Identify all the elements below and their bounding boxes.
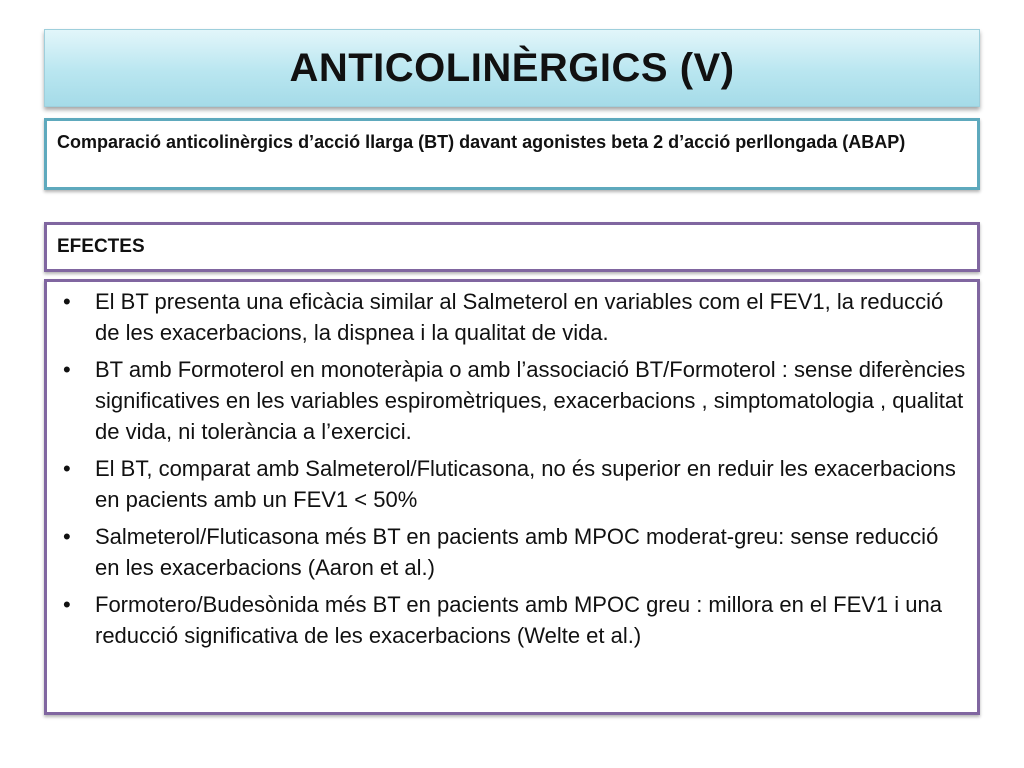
bullet-dot-icon: • bbox=[63, 289, 71, 314]
bullet-dot-icon: • bbox=[63, 357, 71, 382]
bullet-text: BT amb Formoterol en monoteràpia o amb l’associació BT/Formoterol : sense diferències significatives en les variables espiromètriques, exacerbacions , simptomatologia , qualitat de vida, ni tolerància a l’exercici. bbox=[95, 357, 966, 444]
bullet-item bbox=[57, 453, 967, 515]
bullet-dot-icon: • bbox=[63, 592, 71, 617]
slide-title: ANTICOLINÈRGICS (V) bbox=[289, 45, 735, 90]
subtitle-box bbox=[44, 118, 980, 190]
bullet-item bbox=[57, 521, 967, 583]
bullet-text: El BT presenta una eficàcia similar al Salmeterol en variables com el FEV1, la reducció de les exacerbacions, la dispnea i la qualitat de vida. bbox=[95, 289, 944, 345]
bullet-content-box bbox=[44, 279, 980, 715]
bullet-text: Salmeterol/Fluticasona més BT en pacients amb MPOC moderat-greu: sense reducció en les exacerbacions (Aaron et al.) bbox=[95, 524, 939, 580]
section-heading-box bbox=[44, 222, 980, 272]
section-heading: EFECTES bbox=[57, 236, 145, 257]
bullet-item bbox=[57, 589, 967, 651]
bullet-item bbox=[57, 286, 967, 348]
bullet-text: El BT, comparat amb Salmeterol/Fluticasona, no és superior en reduir les exacerbacions en pacients amb un FEV1 < 50% bbox=[95, 456, 956, 512]
bullet-dot-icon: • bbox=[63, 456, 71, 481]
bullet-list bbox=[57, 286, 967, 651]
slide-title-box bbox=[44, 29, 980, 107]
bullet-item bbox=[57, 354, 967, 447]
bullet-dot-icon: • bbox=[63, 524, 71, 549]
slide-subtitle: Comparació anticolinèrgics d’acció llarga (BT) davant agonistes beta 2 d’acció perllongada (ABAP) bbox=[57, 132, 906, 152]
bullet-text: Formotero/Budesònida més BT en pacients amb MPOC greu : millora en el FEV1 i una reducció significativa de les exacerbacions (Welte et al.) bbox=[95, 592, 942, 648]
